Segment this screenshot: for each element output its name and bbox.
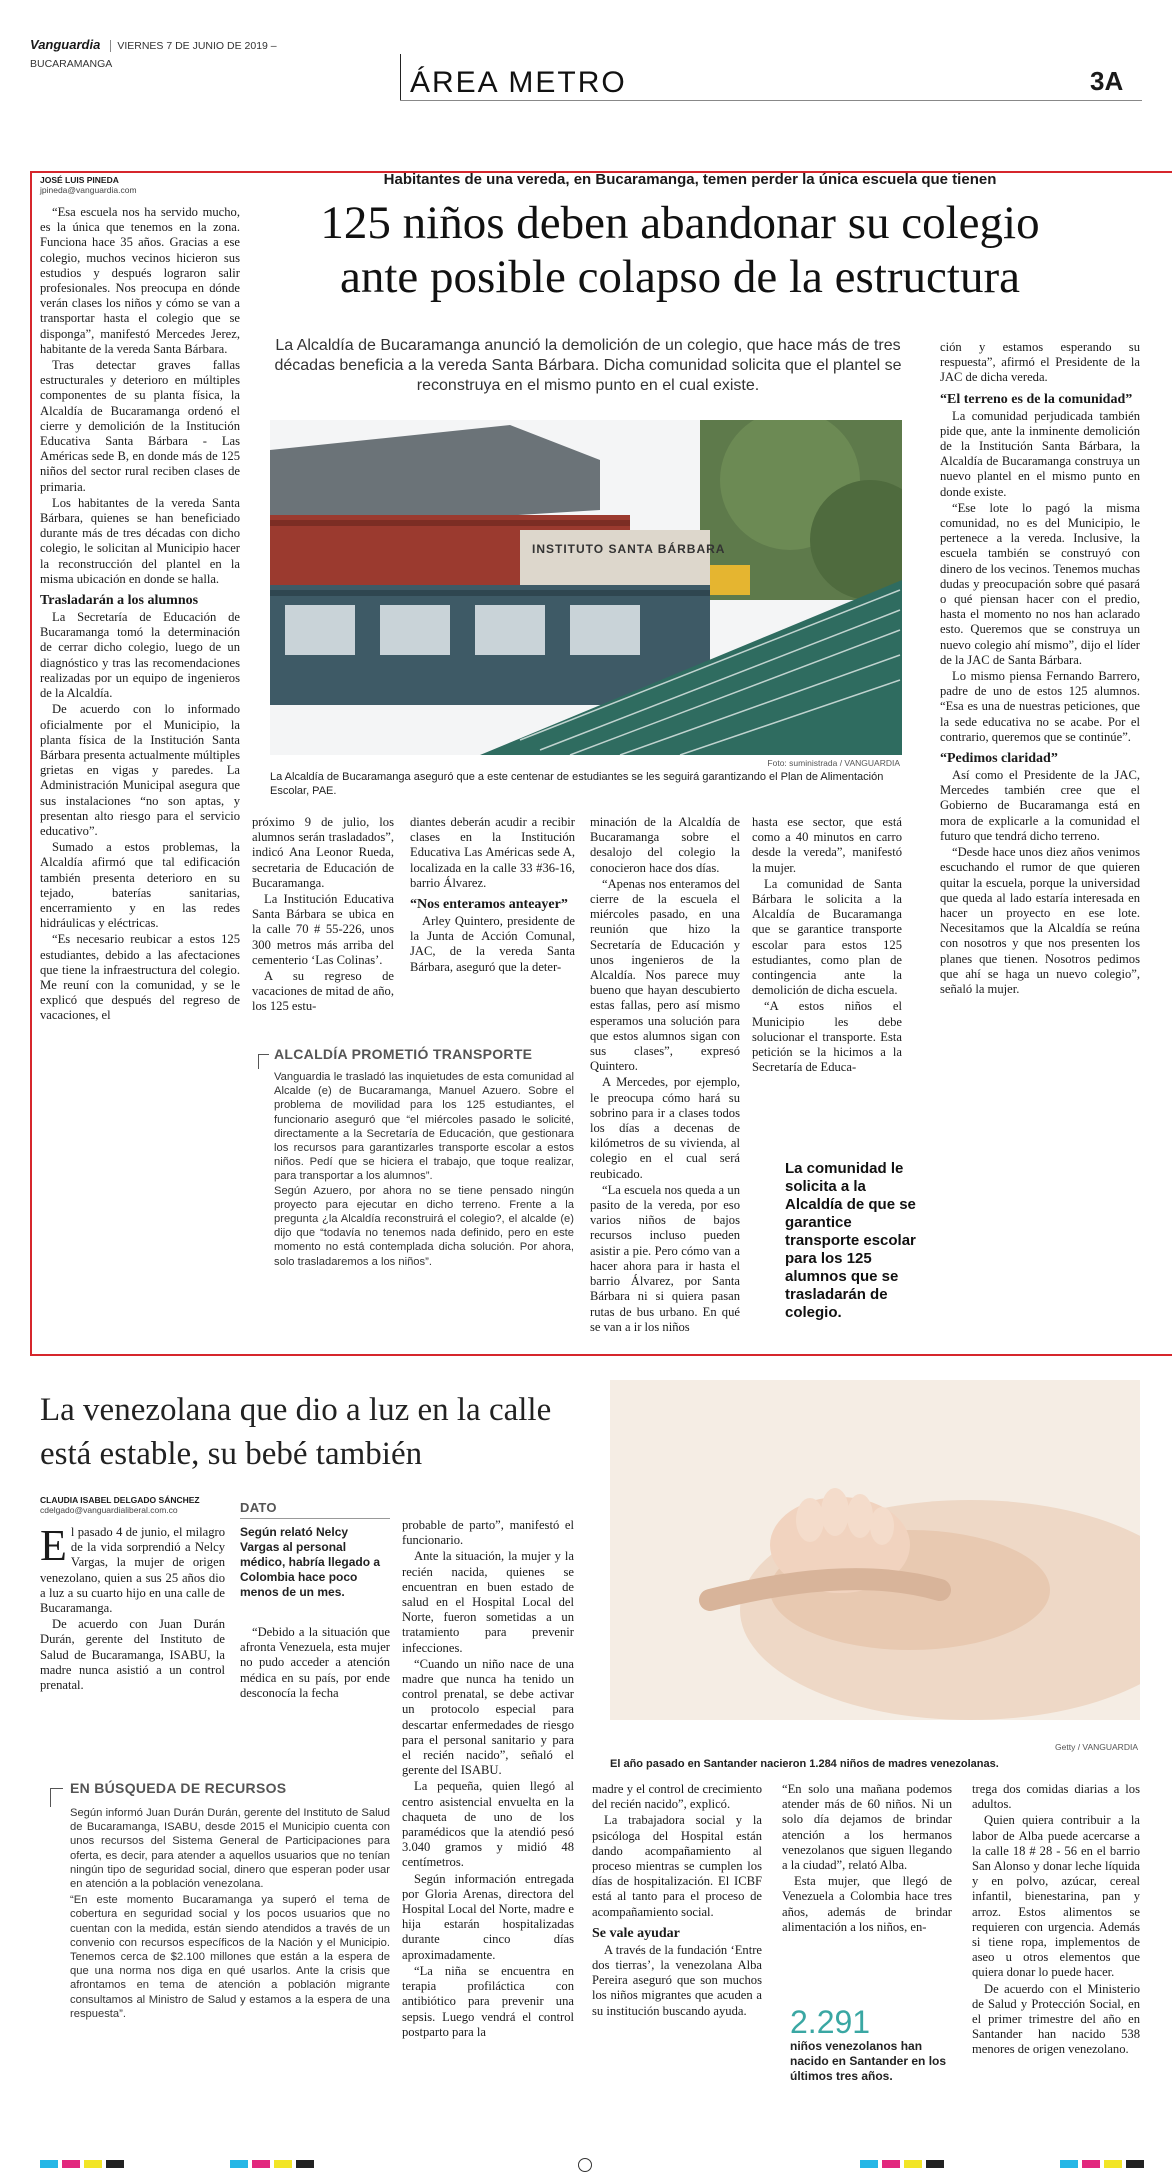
- paragraph: La trabajadora social y la psicóloga del Hospital están dando acompañamiento al proceso mientras se cumplen los días de hospitalización. El ICBF está al tanto para el proceso de acompañamiento social.: [592, 1813, 762, 1919]
- paragraph: Así como el Presidente de la JAC, Mercedes también cree que el Gobierno de Bucaramanga está en mora de explicarle a la comunidad el futuro que tendrá dicho terreno.: [940, 768, 1140, 843]
- headline-line-1: 125 niños deben abandonar su colegio: [320, 197, 1040, 249]
- kicker: Habitantes de una vereda, en Bucaramanga, temen perder la única escuela que tienen: [383, 171, 997, 188]
- drop-cap: E: [40, 1521, 67, 1570]
- header-rule: [400, 100, 1142, 101]
- paragraph: trega dos comidas diarias a los adultos.: [972, 1782, 1140, 1812]
- paragraph: A Mercedes, por ejemplo, le preocupa cómo hará su sobrino para ir a clases todos los días a decenas de kilómetros de su vivienda, al colegio en el cual será reubicado.: [590, 1075, 740, 1181]
- color-bar-cyan: [1060, 2160, 1078, 2168]
- paragraph: Lo mismo piensa Fernando Barrero, padre de uno de estos 125 alumnos. “Esa es una de nuestras peticiones, que la sede educativa no se acabe. Por el contrario, queremos que se continúe”.: [940, 669, 1140, 744]
- color-bar-yellow: [84, 2160, 102, 2168]
- paragraph: hasta ese sector, que está como a 40 minutos en carro desde la vereda”, manifestó la mujer.: [752, 815, 902, 875]
- photo-sign: INSTITUTO SANTA BÁRBARA: [532, 542, 726, 556]
- paragraph: próximo 9 de julio, los alumnos serán trasladados”, indicó Ana Leonor Rueda, secretaria de Educación de Bucaramanga.: [252, 815, 394, 890]
- paragraph: Arley Quintero, presidente de la Junta de Acción Comunal, JAC, de la vereda Santa Bárbara, aseguró que la deter-: [410, 914, 575, 974]
- transport-sidebar: [258, 1046, 576, 1346]
- paragraph: “La escuela nos queda a un pasito de la vereda, por eso varios niños de bajos recursos incluso pueden asistir a pie. Pero cómo van a hacer ahora para ir hasta el barrio Álvarez, por Santa Bárbara ni si quiera pasan rutas de bus urbano. En qué se van a ir los niños: [590, 1182, 740, 1334]
- paragraph: “Desde hace unos diez años venimos escuchando el rumor de que quieren quitar la escuela, porque la universidad que queda al lado estaría interesada en hacer un proyecto en ese lote. Necesitamos que la Alcaldía se reúna con nosotros y que nos presenten los planes que tienen. Nosotros pedimos que ahí se haga un nuevo colegio”, señaló la mujer.: [940, 845, 1140, 996]
- sidebar-paragraph: Según Azuero, por ahora no se tiene pensado ningún proyecto para ejecutar en dicho terreno. Frente a la pregunta ¿la Alcaldía reconstruirá el colegio?, el alcalde (e) dijo que “todavía no tenemos nada definido, pero en este momento no está contemplada dicha solución. Por ahora, solo trasladaremos a los niños”.: [274, 1184, 574, 1268]
- color-bar-black: [926, 2160, 944, 2168]
- second-col-4: [592, 1782, 762, 2152]
- registration-mark: [578, 2158, 592, 2172]
- second-col-3: [402, 1518, 574, 2158]
- sidebar-title: ALCALDÍA PROMETIÓ TRANSPORTE: [274, 1046, 533, 1062]
- paragraph: ción y estamos esperando su respuesta”, afirmó el Presidente de la JAC de dicha vereda.: [940, 340, 1140, 385]
- lead-text: l pasado 4 de junio, el milagro de la vida sorprendió a Nelcy Vargas, la mujer de origen venezolano, quien a sus 25 años dio a luz a su cuarto hijo en una calle de Bucaramanga.: [40, 1525, 225, 1616]
- resources-title: EN BÚSQUEDA DE RECURSOS: [70, 1780, 287, 1796]
- stat-box: [790, 2005, 950, 2084]
- paragraph: La pequeña, quien llegó al centro asistencial envuelta en la chaqueta de uno de los paramédicos que la atendió pesó 3.040 gramos y midió 48 centímetros.: [402, 1779, 574, 1870]
- deck: La Alcaldía de Bucaramanga anunció la demolición de un colegio, que hace más de tres décadas beneficia a la vereda Santa Bárbara. Dicha comunidad solicita que el plantel se reconstruya en el mismo punto en el cual existe.: [274, 337, 902, 394]
- page-number: 3A: [1090, 66, 1124, 96]
- color-bar-black: [296, 2160, 314, 2168]
- byline-email: jpineda@vanguardia.com: [40, 185, 137, 195]
- byline-name: CLAUDIA ISABEL DELGADO SÁNCHEZ: [40, 1495, 200, 1505]
- color-bar-yellow: [1104, 2160, 1122, 2168]
- paragraph: madre y el control de crecimiento del recién nacido”, explicó.: [592, 1782, 762, 1812]
- box-bracket: [50, 1788, 63, 1807]
- masthead: [30, 36, 360, 70]
- paragraph: probable de parto”, manifestó el funcionario.: [402, 1518, 574, 1548]
- second-col-5: [782, 1782, 952, 1982]
- paragraph: Quien quiera contribuir a la labor de Alba puede acercarse a la calle 18 # 28 - 56 en el barrio San Alonso y donar leche líquida y en polvo, azúcar, cereal infantil, bienestarina, pan y arroz. Estos alimentos se requieren con urgencia. Además si tiene ropa, implementos de aseo u otros elementos que quiera donar lo puede hacer.: [972, 1813, 1140, 1980]
- section-divider: [400, 54, 401, 100]
- paragraph: “Cuando un niño nace de una madre que nunca ha tenido un control prenatal, se debe activar un protocolo especial para descartar enfermedades de riesgo para el personal sanitario y para el recién nacido”, señaló el gerente del ISABU.: [402, 1656, 574, 1778]
- paragraph: minación de la Alcaldía de Bucaramanga sobre el desalojo del colegio la conocieron hace dos días.: [590, 815, 740, 875]
- date-line: VIERNES 7 DE JUNIO DE 2019 – BUCARAMANGA: [30, 40, 277, 70]
- photo-credit: Foto: suministrada / VANGUARDIA: [767, 758, 900, 768]
- brand-name: Vanguardia: [30, 37, 101, 52]
- dato-underline: [240, 1518, 390, 1519]
- stat-number: 2.291: [790, 2004, 871, 2040]
- paragraph: La comunidad perjudicada también pide que, ante la inminente demolición de la Institución Santa Bárbara, la Alcaldía de Bucaramanga construya un nuevo plantel en el mismo punto en donde existe.: [940, 408, 1140, 499]
- paragraph: “Debido a la situación que afronta Venezuela, esta mujer no pudo acceder a atención médica en su país, por ende desconocía la fecha: [240, 1625, 390, 1700]
- box-paragraph: Según informó Juan Durán Durán, gerente del Instituto de Salud de Bucaramanga, ISABU, desde 2015 el Municipio cuenta con unos recursos del Sistema General de Participaciones para oferta, es decir, para atender a aquellos usuarios que no tenían ningún tipo de seguridad social, dinero que esperan poder usar en atención a la población venezolana.: [70, 1807, 390, 1891]
- byline-name: JOSÉ LUIS PINEDA: [40, 175, 119, 185]
- baby-photo-credit: Getty / VANGUARDIA: [1055, 1742, 1138, 1752]
- stat-text: niños venezolanos han nacido en Santander en los últimos tres años.: [790, 2039, 947, 2083]
- second-col-6: [972, 1782, 1140, 2152]
- main-col-4: [590, 815, 740, 1345]
- paragraph: “Ese lote lo pagó la misma comunidad, no es del Municipio, le pertenece a la vereda. Inclusive, la escuela también se construyó con dinero de los vecinos. Tenemos muchas dudas y preocupación sobre qué pasará o qué piensan hacer con el predio, hasta el momento no nos han aclarado esto. Queremos que se construya un nuevo colegio ahí mismo”, dijo el líder de la JAC de Santa Bárbara.: [940, 500, 1140, 667]
- second-col-2: [240, 1625, 390, 1755]
- paragraph: “La niña se encuentra en terapia profiláctica con antibiótico para prevenir una sepsis. Luego vendrá el control postparto para la: [402, 1963, 574, 2039]
- dato-text: Según relató Nelcy Vargas al personal médico, habría llegado a Colombia hace poco menos de un mes.: [240, 1525, 381, 1599]
- color-bar-cyan: [860, 2160, 878, 2168]
- subhead: “Pedimos claridad”: [940, 751, 1058, 767]
- main-col-3: [410, 815, 575, 1045]
- paragraph: [40, 1521, 225, 1616]
- paragraph: La comunidad de Santa Bárbara le solicita a la Alcaldía de Bucaramanga que se garantice transporte escolar para estos 125 estudiantes, como plan de contingencia ante la demolición de dicha escuela.: [752, 876, 902, 998]
- paragraph: De acuerdo con el Ministerio de Salud y Protección Social, en el primer trimestre del año en Santander han nacido 538 menores de origen venezolano.: [972, 1981, 1140, 2057]
- color-bar-yellow: [904, 2160, 922, 2168]
- paragraph: La Secretaría de Educación de Bucaramanga tomó la determinación de cerrar dicho colegio, luego de un diagnóstico y tras las recomendaciones realizadas por un equipo de ingenieros de la Alcaldía.: [40, 610, 240, 701]
- paragraph: “A estos niños el Municipio les debe solucionar el transporte. Esta petición se la hicimos a la Secretaría de Educa-: [752, 999, 902, 1075]
- paragraph: Tras detectar graves fallas estructurales y deterioro en múltiples componentes de su planta física, la Alcaldía de Bucaramanga ordenó el cierre y demolición de la Institución Educativa Santa Bárbara - Las Américas sede B, en donde más de 125 niños del sector rural reciben clases de primaria.: [40, 358, 240, 494]
- paragraph: De acuerdo con Juan Durán Durán, gerente del Instituto de Salud de Bucaramanga, ISABU, la madre nunca asistió a un control prenatal.: [40, 1617, 225, 1693]
- byline-email: cdelgado@vanguardialiberal.com.co: [40, 1505, 178, 1515]
- color-bar-yellow: [274, 2160, 292, 2168]
- color-bar-magenta: [62, 2160, 80, 2168]
- paragraph: Los habitantes de la vereda Santa Bárbara, quienes se han beneficiado durante más de tres décadas con dicho colegio, le solicitan al Municipio hacer la reconstrucción del plantel en la misma ubicación en donde se halla.: [40, 495, 240, 586]
- paragraph: “Esa escuela nos ha servido mucho, es la única que tenemos en la zona. Funciona hace 35 años. Gracias a ese colegio, muchos vecinos hicieron sus estudios y después lograron salir profesionales. Nos preocupa en dónde verán clases los niños y cómo se van a transportar hasta el colegio que se disponga”, manifestó Mercedes Jerez, habitante de la vereda Santa Bárbara.: [40, 205, 240, 356]
- headline: [200, 196, 1160, 304]
- color-bar-magenta: [882, 2160, 900, 2168]
- dato-box: [240, 1500, 390, 1600]
- subhead: “Nos enteramos anteayer”: [410, 897, 568, 913]
- main-col-6: [940, 340, 1140, 1345]
- photo-caption: La Alcaldía de Bucaramanga aseguró que a este centenar de estudiantes se les seguirá garantizando el Plan de Alimentación Escolar, PAE.: [270, 771, 884, 797]
- paragraph: “Es necesario reubicar a estos 125 estudiantes, debido a las afectaciones que tiene la infraestructura del colegio. Me reuní con la comunidad, y se le explicó que después del regreso de vacaciones, el: [40, 932, 240, 1023]
- color-bar-black: [1126, 2160, 1144, 2168]
- main-col-2: [252, 815, 394, 1045]
- school-photo: [270, 420, 902, 755]
- second-headline: La venezolana que dio a luz en la calle está estable, su bebé también: [40, 1392, 552, 1472]
- subhead: Trasladarán a los alumnos: [40, 593, 199, 609]
- paragraph: La Institución Educativa Santa Bárbara se ubica en la calle 70 # 55-226, unos 300 metros más arriba del cementerio ‘Las Colinas’.: [252, 892, 394, 967]
- main-col-1: [40, 205, 240, 1345]
- sidebar-body: [274, 1070, 574, 1269]
- paragraph: “Apenas nos enteramos del cierre de la escuela el miércoles pasado, en una reunión que hizo la Secretaría de Educación y unos ingenieros de la Alcaldía. Nos parece muy bueno que hayan descubierto estas fallas, pero así mismo esperamos una solución para que estos alumnos sigan con sus clases”, expresó Quintero.: [590, 876, 740, 1074]
- resources-box: [70, 1780, 390, 2150]
- paragraph: Según información entregada por Gloria Arenas, directora del Hospital Local del Norte, madre e hija estarán hospitalizadas durante cinco días aproximadamente.: [402, 1871, 574, 1962]
- baby-photo-caption: El año pasado en Santander nacieron 1.284 niños de madres venezolanas.: [610, 1758, 999, 1770]
- subhead: “El terreno es de la comunidad”: [940, 391, 1133, 407]
- color-bar-cyan: [40, 2160, 58, 2168]
- main-byline: [40, 175, 240, 195]
- paragraph: Ante la situación, la mujer y la recién nacida, quienes se encuentran en buen estado de salud en el Hospital Local del Norte, fueron sometidas a un tratamiento para prevenir infecciones.: [402, 1549, 574, 1655]
- print-color-bars: [0, 2160, 1172, 2170]
- pullquote: La comunidad le solicita a la Alcaldía de que se garantice transporte escolar para los 125 alumnos que se trasladarán de colegio.: [785, 1160, 916, 1321]
- second-col-1: [40, 1521, 225, 1755]
- color-bar-cyan: [230, 2160, 248, 2168]
- headline-line-2: ante posible colapso de la estructura: [340, 251, 1020, 303]
- paragraph: A su regreso de vacaciones de mitad de año, los 125 estu-: [252, 969, 394, 1014]
- second-byline: [40, 1495, 240, 1515]
- color-bar-black: [106, 2160, 124, 2168]
- resources-body: [70, 1806, 390, 2021]
- baby-hand-photo: [610, 1380, 1140, 1720]
- sidebar-bracket: [258, 1054, 269, 1069]
- color-bar-magenta: [252, 2160, 270, 2168]
- main-col-5: [752, 815, 902, 1145]
- sidebar-paragraph: Vanguardia le trasladó las inquietudes de esta comunidad al Alcalde (e) de Bucaramanga, Manuel Azuero. Sobre el problema de movilidad para los 125 estudiantes, el funcionario aseguró que “el miércoles pasado le solicité, directamente a la Secretaría de Educación, que gestionara los recursos para garantizarles transporte escolar a estos niños. Pedí que se hiciera el trabajo, que toque realizar, para transportar a los alumnos”.: [274, 1071, 574, 1183]
- dato-title: DATO: [240, 1500, 277, 1515]
- baby-hand-illustration: [610, 1380, 1140, 1720]
- paragraph: De acuerdo con lo informado oficialmente por el Municipio, la planta física de la Institución Santa Bárbara presenta actualmente múltiples grietas en vigas y paredes. La Administración Municipal asegura que sus instalaciones “no son aptas, y presentan alto riesgo para el servicio educativo”.: [40, 702, 240, 838]
- paragraph: diantes deberán acudir a recibir clases en la Institución Educativa Las Américas sede A, localizada en la calle 33 #36-16, barrio Álvarez.: [410, 815, 575, 890]
- section-title: ÁREA METRO: [410, 66, 627, 99]
- paragraph: Sumado a estos problemas, la Alcaldía afirmó que tal edificación también presenta deterioro en su tejado, baterías sanitarias, encerramiento y en las redes hidráulicas y eléctricas.: [40, 840, 240, 931]
- school-illustration: [270, 420, 902, 755]
- box-paragraph: “En este momento Bucaramanga ya superó el tema de cobertura en seguridad social y los pocos usuarios que no cuentan con la medida, están siendo atendidos a través de un convenio con recursos específicos de la Nación y el Municipio. Tenemos cerca de $2.100 millones que están a la espera de que una norma nos diga en qué usarlos. Ante la crisis que afrontamos en tema de atención a población migrante consultamos al Ministro de Salud y estamos a la espera de una respuesta”.: [70, 1894, 390, 2020]
- paragraph: A través de la fundación ‘Entre dos tierras’, la venezolana Alba Pereira aseguró que son muchos los niños migrantes que acuden a su institución buscando ayuda.: [592, 1942, 762, 2018]
- paragraph: Esta mujer, que llegó de Venezuela a Colombia hace tres años, además de brindar alimentación a los niños, en-: [782, 1874, 952, 1934]
- paragraph: “En solo una mañana podemos atender más de 60 niños. Ni un solo día dejamos de brindar atención a los hermanos venezolanos que siguen llegando a la ciudad”, relató Alba.: [782, 1782, 952, 1873]
- subhead: Se vale ayudar: [592, 1925, 680, 1941]
- color-bar-magenta: [1082, 2160, 1100, 2168]
